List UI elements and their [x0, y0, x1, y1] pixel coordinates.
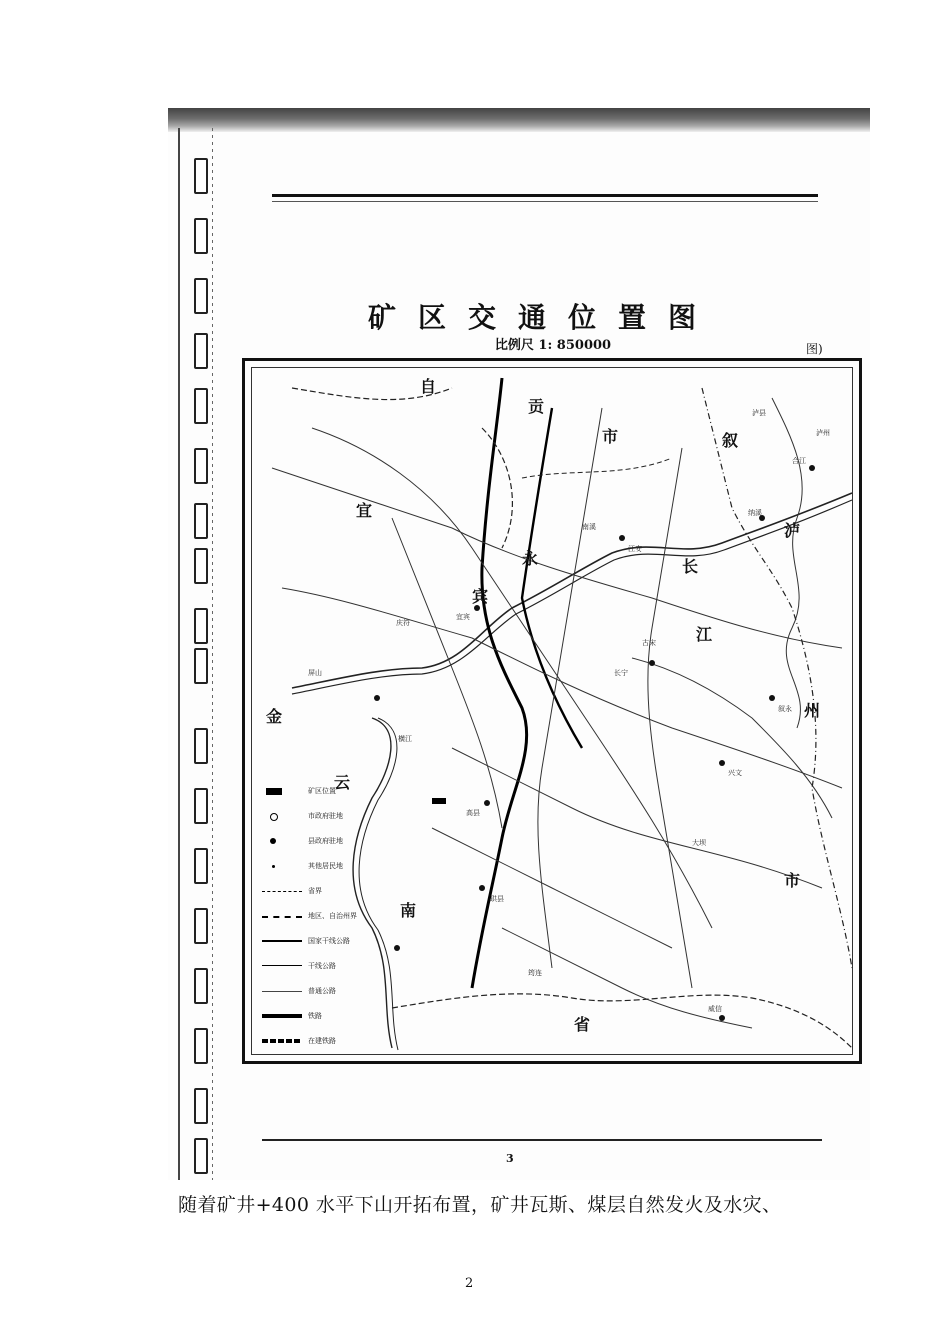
place-label: 泸县: [752, 409, 766, 417]
region-label: 叙: [722, 431, 739, 450]
map-title: 矿区交通位置图: [367, 301, 718, 334]
legend-item: 铁路: [262, 1003, 392, 1028]
header-rule-thin: [272, 201, 818, 202]
legend-item: 地区、自治州界: [262, 903, 392, 928]
binding-margin: [168, 128, 214, 1180]
legend-item: 县政府驻地: [262, 828, 392, 853]
place-label: 合江: [792, 457, 806, 465]
place-label: 宜宾: [456, 613, 470, 621]
figure-mark: 图): [806, 342, 823, 356]
legend-item: 矿区位置: [262, 778, 392, 803]
region-label: 宾: [472, 587, 489, 606]
page-number: 2: [465, 1276, 474, 1291]
scanned-page-number: 3: [506, 1152, 514, 1165]
place-label: 高县: [466, 809, 480, 817]
region-label: 州: [804, 701, 821, 720]
place-label: 叙永: [778, 705, 792, 713]
legend-item: 市政府驻地: [262, 803, 392, 828]
map-canvas: [251, 367, 853, 1055]
map-scale: 比例尺 1: 850000: [494, 338, 612, 353]
place-label: 南溪: [582, 523, 596, 531]
footer-rule: [262, 1139, 822, 1141]
place-label: 横江: [398, 735, 412, 743]
region-label: 市: [784, 871, 801, 890]
scan-noise-band: [168, 108, 870, 132]
region-label: 自: [420, 377, 437, 396]
map-legend: [262, 778, 392, 1053]
region-label: 贡: [528, 397, 545, 416]
place-label: 威信: [708, 1005, 722, 1013]
place-label: 筠连: [528, 969, 542, 977]
region-label: 宜: [356, 501, 373, 520]
place-label: 江安: [628, 545, 642, 553]
region-label: 江: [696, 625, 713, 644]
legend-item: 在建铁路: [262, 1028, 392, 1053]
place-label: 庆符: [396, 619, 410, 627]
place-label: 大坝: [692, 839, 706, 847]
place-label: 古宋: [642, 639, 656, 647]
place-label: 长宁: [614, 669, 628, 677]
region-label: 永: [522, 549, 539, 568]
legend-item: 普通公路: [262, 978, 392, 1003]
legend-item: 干线公路: [262, 953, 392, 978]
region-label: 南: [400, 901, 417, 920]
place-label: 珙县: [490, 895, 504, 903]
place-label: 泸州: [816, 429, 830, 437]
legend-item: 国家干线公路: [262, 928, 392, 953]
region-label: 泸: [784, 521, 801, 540]
legend-item: 省界: [262, 878, 392, 903]
region-label: 金: [266, 707, 283, 726]
scanned-page: [168, 108, 870, 1180]
place-label: 兴文: [728, 769, 742, 777]
map-frame: [242, 358, 862, 1064]
legend-item: 其他居民地: [262, 853, 392, 878]
body-paragraph: 随着矿井+400 水平下山开拓布置，矿井瓦斯、煤层自然发火及水灾、: [178, 1194, 782, 1216]
place-label: 屏山: [308, 669, 322, 677]
place-label: 纳溪: [748, 509, 762, 517]
header-rule: [272, 194, 818, 197]
region-label: 市: [602, 427, 619, 446]
region-label: 长: [682, 557, 699, 576]
region-label: 省: [574, 1015, 591, 1034]
region-label: 云: [334, 773, 351, 792]
